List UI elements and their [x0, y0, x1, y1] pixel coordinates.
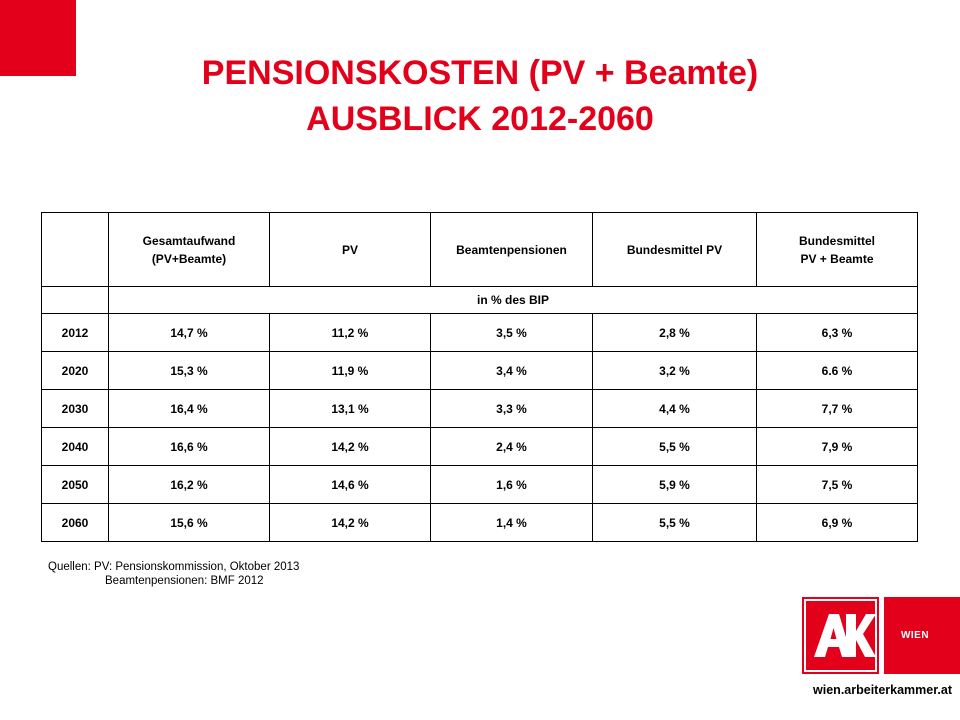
cell-beamten: 1,4 %: [431, 504, 593, 542]
table-row: [42, 466, 918, 504]
table-row: [42, 390, 918, 428]
cell-year: 2040: [42, 428, 109, 466]
cell-pv: 14,6 %: [270, 466, 431, 504]
cell-pv: 14,2 %: [270, 504, 431, 542]
title-line-2: AUSBLICK 2012-2060: [306, 100, 654, 138]
cell-bund-pv: 5,5 %: [593, 428, 757, 466]
cell-year: 2030: [42, 390, 109, 428]
header-bundesmittel-total-line2: PV + Beamte: [800, 251, 874, 266]
header-bundesmittel-total-line1: Bundesmittel: [798, 233, 875, 248]
cell-pv: 11,9 %: [270, 352, 431, 390]
cell-gesamt: 15,6 %: [109, 504, 270, 542]
sources-note: [48, 560, 299, 588]
cell-beamten: 1,6 %: [431, 466, 593, 504]
cell-gesamt: 16,4 %: [109, 390, 270, 428]
cell-bund-total: 6,9 %: [757, 504, 918, 542]
header-bundesmittel-total: [757, 213, 918, 287]
cell-year: 2050: [42, 466, 109, 504]
cell-year: 2060: [42, 504, 109, 542]
sources-line-2: Beamtenpensionen: BMF 2012: [105, 575, 264, 587]
sources-line-1: Quellen: PV: Pensionskommission, Oktober 2013: [48, 561, 300, 573]
website-url: wien.arbeiterkammer.at: [813, 683, 952, 697]
cell-beamten: 2,4 %: [431, 428, 593, 466]
cell-year: 2012: [42, 314, 109, 352]
table-row: [42, 504, 918, 542]
ak-logo: [802, 597, 879, 674]
cell-bund-pv: 5,5 %: [593, 504, 757, 542]
table-row: [42, 428, 918, 466]
cell-gesamt: 15,3 %: [109, 352, 270, 390]
cell-beamten: 3,4 %: [431, 352, 593, 390]
table-header-row: [42, 213, 918, 287]
ak-logo-icon: [802, 597, 879, 674]
cell-beamten: 3,5 %: [431, 314, 593, 352]
table-unit-row: [42, 287, 918, 314]
cell-gesamt: 14,7 %: [109, 314, 270, 352]
cell-gesamt: 16,2 %: [109, 466, 270, 504]
header-gesamtaufwand: [109, 213, 270, 287]
unit-row-empty-cell: [42, 287, 109, 314]
cell-bund-total: 7,7 %: [757, 390, 918, 428]
cell-gesamt: 16,6 %: [109, 428, 270, 466]
page-title: [0, 50, 960, 142]
cell-bund-pv: 5,9 %: [593, 466, 757, 504]
cell-pv: 14,2 %: [270, 428, 431, 466]
title-line-1: PENSIONSKOSTEN (PV + Beamte): [201, 54, 759, 92]
header-pv: PV: [270, 213, 431, 287]
unit-label: in % des BIP: [109, 287, 918, 314]
header-bundesmittel-pv: Bundesmittel PV: [593, 213, 757, 287]
header-gesamtaufwand-line1: Gesamtaufwand: [142, 233, 236, 248]
cell-bund-pv: 3,2 %: [593, 352, 757, 390]
header-beamtenpensionen: Beamtenpensionen: [431, 213, 593, 287]
wien-logo-text: WIEN: [900, 630, 930, 641]
wien-logo: [884, 597, 960, 674]
table-row: [42, 314, 918, 352]
cell-bund-total: 7,9 %: [757, 428, 918, 466]
cell-bund-total: 6.6 %: [757, 352, 918, 390]
cell-bund-pv: 2,8 %: [593, 314, 757, 352]
cell-bund-total: 7,5 %: [757, 466, 918, 504]
cell-pv: 13,1 %: [270, 390, 431, 428]
header-gesamtaufwand-line2: (PV+Beamte): [151, 251, 227, 266]
cell-pv: 11,2 %: [270, 314, 431, 352]
pension-cost-table: [41, 212, 918, 542]
header-year: [42, 213, 109, 287]
cell-bund-pv: 4,4 %: [593, 390, 757, 428]
cell-year: 2020: [42, 352, 109, 390]
cell-bund-total: 6,3 %: [757, 314, 918, 352]
table-row: [42, 352, 918, 390]
cell-beamten: 3,3 %: [431, 390, 593, 428]
